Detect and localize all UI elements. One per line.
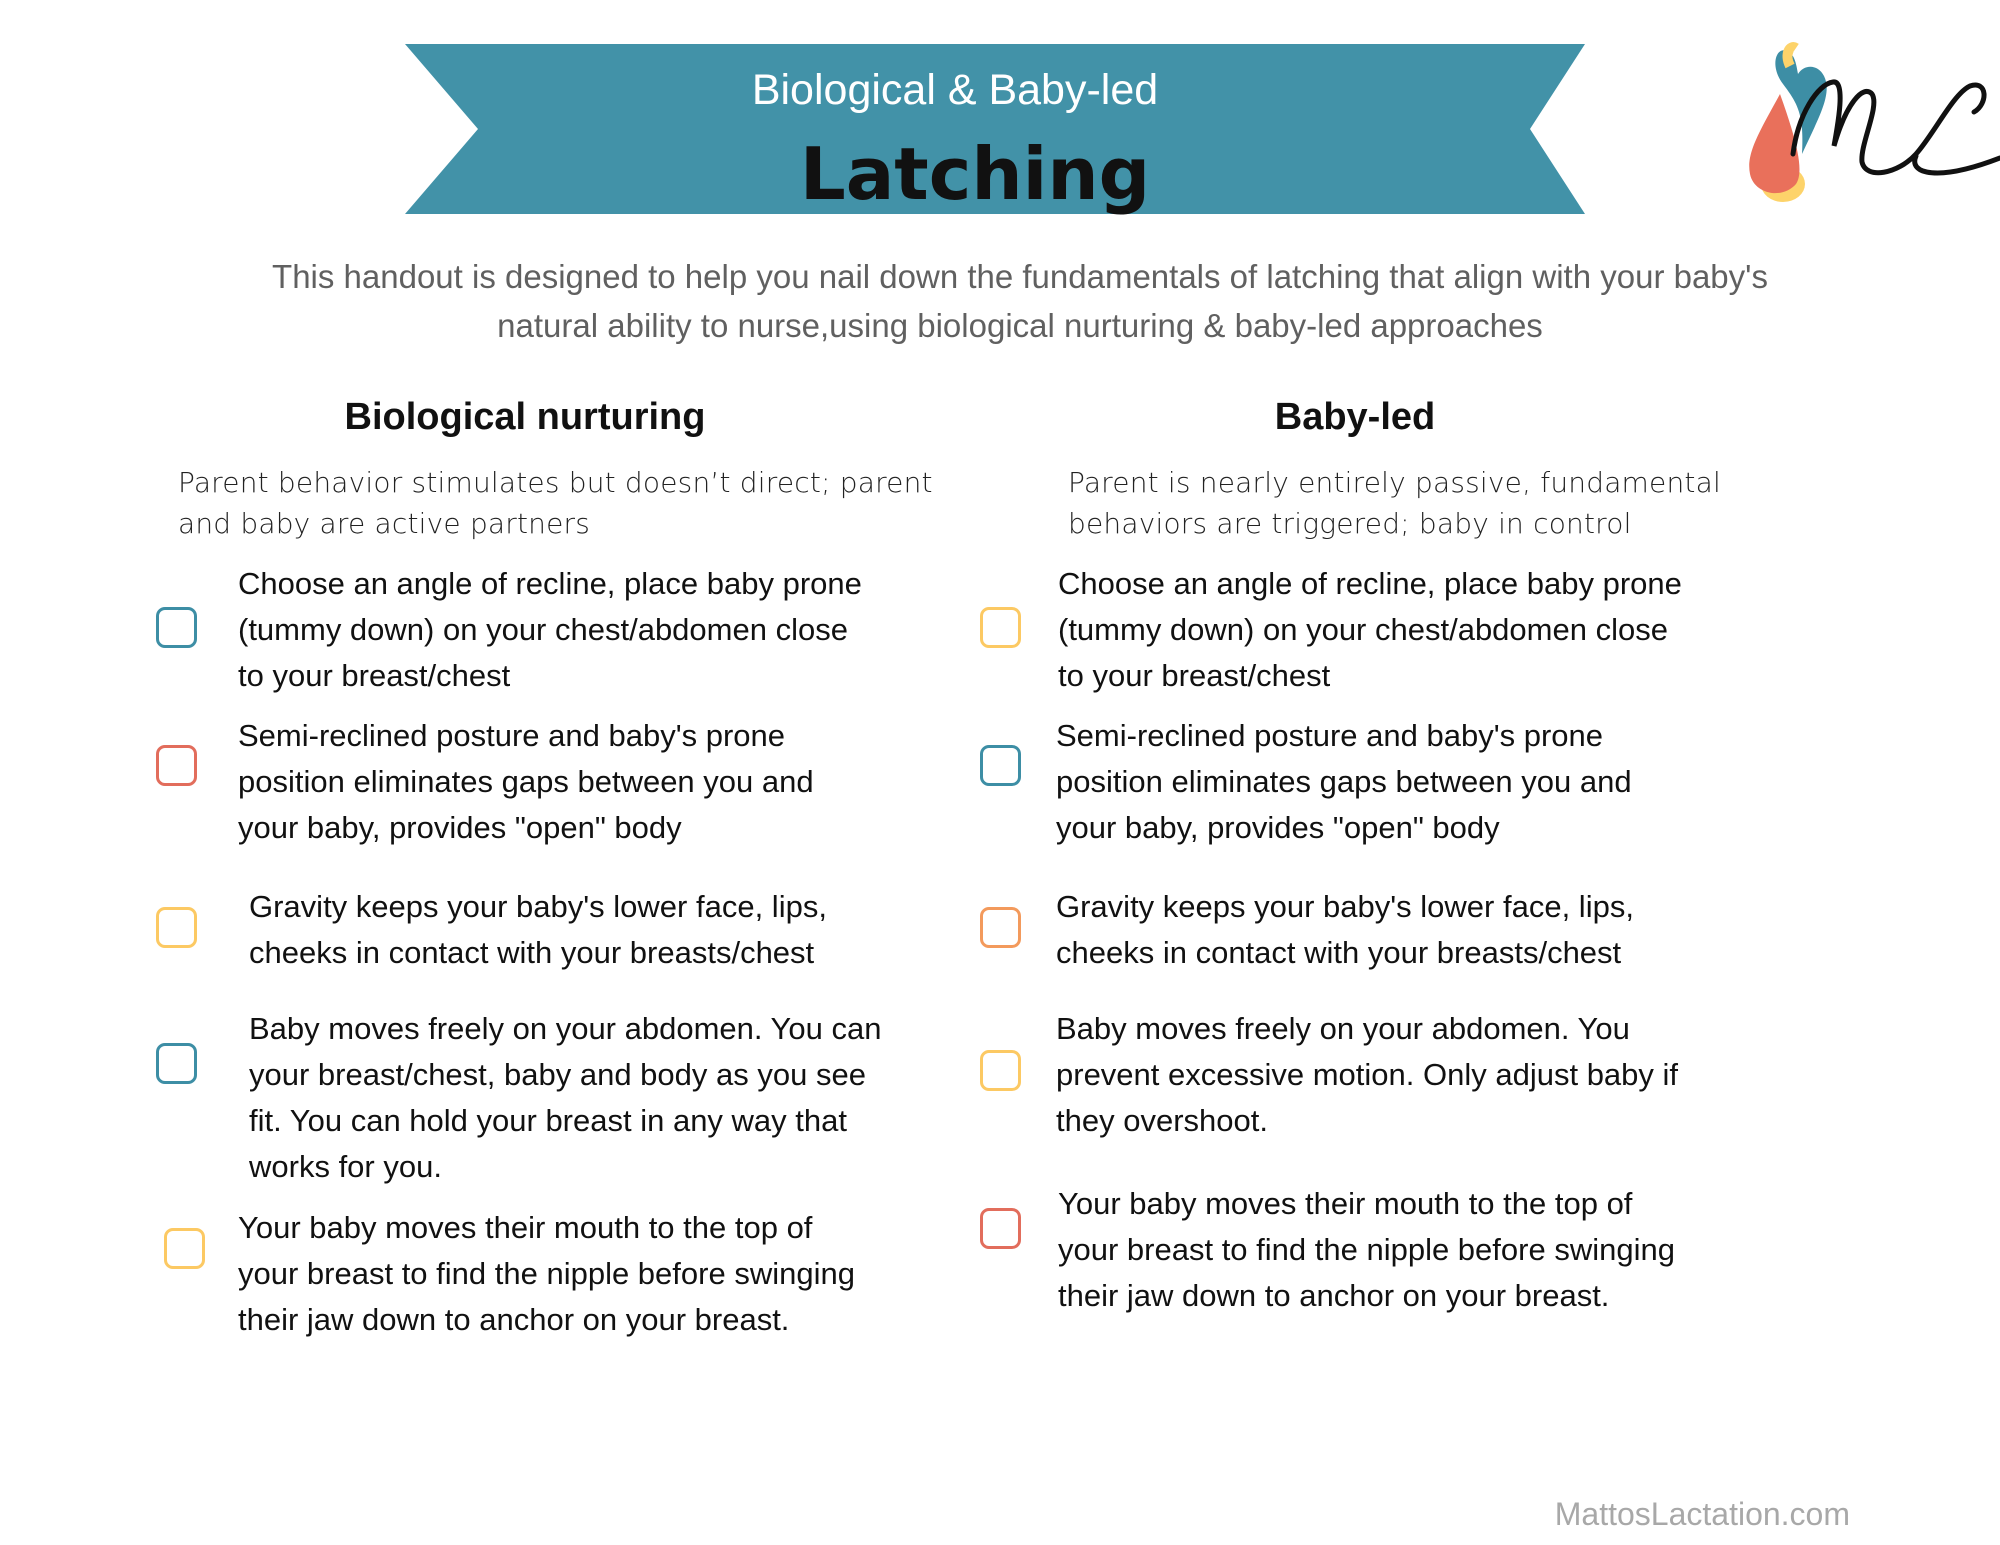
item-text: Choose an angle of recline, place baby prone (tummy down) on your chest/abdomen close to your breast/chest: [1058, 566, 1682, 693]
item-text: Gravity keeps your baby's lower face, lips, cheeks in contact with your breasts/chest: [249, 889, 827, 970]
item-text: Semi-reclined posture and baby's prone position eliminates gaps between you and your baby, provides "open" body: [1056, 718, 1632, 845]
banner-subtitle: Biological & Baby-led: [751, 66, 1159, 114]
checkbox[interactable]: [156, 607, 197, 648]
item-text: Gravity keeps your baby's lower face, lips, cheeks in contact with your breasts/chest: [1056, 889, 1634, 970]
left-subtitle-line-1: Parent behavior stimulates but doesn’t direct; parent: [178, 466, 933, 499]
footer-website: MattosLactation.com: [1554, 1496, 1850, 1532]
checkbox[interactable]: [156, 1043, 197, 1084]
right-column-subtitle: [1068, 462, 1768, 544]
right-subtitle-line-2: behaviors are triggered; baby in control: [1068, 507, 1632, 540]
right-subtitle-line-1: Parent is nearly entirely passive, fundamental: [1068, 466, 1721, 499]
item-text: Choose an angle of recline, place baby prone (tummy down) on your chest/abdomen close to your breast/chest: [238, 566, 862, 693]
checkbox[interactable]: [164, 1228, 205, 1269]
checkbox[interactable]: [980, 1208, 1021, 1249]
checkbox[interactable]: [980, 1050, 1021, 1091]
left-column-title: Biological nurturing: [344, 396, 706, 438]
page-title: Latching: [799, 132, 1151, 216]
intro-line-1: This handout is designed to help you nail down the fundamentals of latching that align with your baby's: [272, 258, 1768, 295]
item-text: Baby moves freely on your abdomen. You can your breast/chest, baby and body as you see fit. You can hold your breast in any way that works for you.: [249, 1011, 882, 1184]
item-text: Your baby moves their mouth to the top of your breast to find the nipple before swinging their jaw down to anchor on your breast.: [238, 1210, 855, 1337]
right-column-title: Baby-led: [1274, 396, 1436, 438]
item-text: Semi-reclined posture and baby's prone position eliminates gaps between you and your baby, provides "open" body: [238, 718, 814, 845]
item-text: Your baby moves their mouth to the top of your breast to find the nipple before swinging their jaw down to anchor on your breast.: [1058, 1186, 1675, 1313]
intro-text: [180, 252, 1860, 350]
checkbox[interactable]: [980, 907, 1021, 948]
ml-hearts-logo-icon: [1738, 34, 2000, 206]
checkbox[interactable]: [980, 607, 1021, 648]
checkbox[interactable]: [156, 745, 197, 786]
checkbox[interactable]: [156, 907, 197, 948]
left-column-subtitle: [178, 462, 938, 544]
left-subtitle-line-2: and baby are active partners: [178, 507, 591, 540]
checkbox[interactable]: [980, 745, 1021, 786]
intro-line-2: natural ability to nurse,using biological nurturing & baby-led approaches: [497, 307, 1543, 344]
item-text: Baby moves freely on your abdomen. You prevent excessive motion. Only adjust baby if they overshoot.: [1056, 1011, 1679, 1138]
